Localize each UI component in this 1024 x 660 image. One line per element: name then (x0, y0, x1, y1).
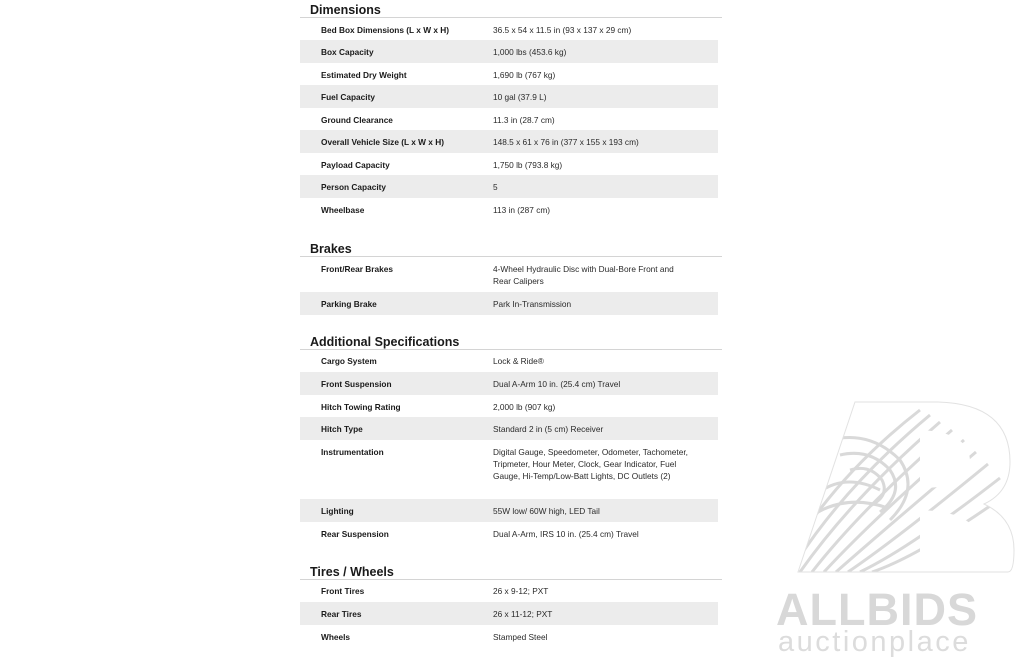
section-title: Brakes (300, 240, 722, 257)
spec-row (300, 350, 718, 372)
spec-row (300, 198, 718, 220)
spec-row (300, 175, 718, 198)
section-tires-wheels (300, 563, 718, 647)
spec-row (300, 18, 718, 40)
spec-value: 148.5 x 61 x 76 in (377 x 155 x 193 cm) (493, 137, 639, 147)
spec-row (300, 257, 718, 292)
spec-label: Instrumentation (321, 447, 384, 457)
spec-value: Standard 2 in (5 cm) Receiver (493, 424, 604, 434)
spec-value: 26 x 9-12; PXT (493, 586, 549, 596)
spec-label: Front/Rear Brakes (321, 264, 393, 274)
spec-label: Payload Capacity (321, 160, 390, 170)
spec-value: 5 (493, 182, 498, 192)
spec-value: 36.5 x 54 x 11.5 in (93 x 137 x 29 cm) (493, 25, 632, 35)
spec-label: Wheels (321, 632, 351, 642)
spec-value: 11.3 in (28.7 cm) (493, 115, 555, 125)
spec-value: Dual A-Arm 10 in. (25.4 cm) Travel (493, 379, 621, 389)
spec-row (300, 63, 718, 85)
spec-value: Stamped Steel (493, 632, 548, 642)
spec-row (300, 602, 718, 625)
spec-label: Rear Tires (321, 609, 362, 619)
spec-value: Dual A-Arm, IRS 10 in. (25.4 cm) Travel (493, 529, 639, 539)
spec-label: Overall Vehicle Size (L x W x H) (321, 137, 444, 147)
spec-label: Ground Clearance (321, 115, 393, 125)
spec-row (300, 395, 718, 417)
spec-label: Hitch Towing Rating (321, 402, 401, 412)
spec-value: 1,000 lbs (453.6 kg) (493, 47, 567, 57)
spec-row (300, 417, 718, 440)
spec-row (300, 108, 718, 130)
spec-value: Digital Gauge, Speedometer, Odometer, Tachometer, Tripmeter, Hour Meter, Clock, Gear Indicator, Fuel Gauge, Hi-Temp/Low-Batt Lights, DC Outlets (2) (493, 447, 688, 481)
spec-row (300, 522, 718, 544)
spec-value: Lock & Ride® (493, 356, 544, 366)
spec-row (300, 499, 718, 522)
spec-row (300, 130, 718, 153)
spec-value: 26 x 11-12; PXT (493, 609, 553, 619)
spec-label: Cargo System (321, 356, 377, 366)
spec-value: 10 gal (37.9 L) (493, 92, 547, 102)
spec-label: Bed Box Dimensions (L x W x H) (321, 25, 450, 35)
spec-row (300, 292, 718, 315)
spec-row (300, 625, 718, 647)
spec-row (300, 85, 718, 108)
spec-label: Estimated Dry Weight (321, 70, 407, 80)
spec-row (300, 40, 718, 63)
spec-label: Wheelbase (321, 205, 365, 215)
spec-row (300, 580, 718, 602)
spec-label: Person Capacity (321, 182, 387, 192)
section-brakes (300, 240, 718, 315)
spec-value: Park In-Transmission (493, 299, 572, 309)
spec-label: Fuel Capacity (321, 92, 375, 102)
spec-value: 113 in (287 cm) (493, 205, 551, 215)
section-title: Additional Specifications (300, 333, 722, 350)
watermark-tagline: auctionplace (778, 626, 971, 658)
spec-label: Hitch Type (321, 424, 363, 434)
spec-label: Front Tires (321, 586, 365, 596)
spec-label: Front Suspension (321, 379, 392, 389)
spec-value: 55W low/ 60W high, LED Tail (493, 506, 600, 516)
spec-row (300, 372, 718, 395)
spec-row (300, 440, 718, 499)
spec-label: Rear Suspension (321, 529, 389, 539)
spec-label: Parking Brake (321, 299, 377, 309)
spec-value: 4-Wheel Hydraulic Disc with Dual-Bore Front and Rear Calipers (493, 264, 674, 286)
watermark-brand: ALLBIDS (776, 584, 978, 635)
section-additional-specifications (300, 333, 718, 544)
section-title: Dimensions (300, 1, 722, 18)
section-title: Tires / Wheels (300, 563, 722, 580)
spec-value: 1,750 lb (793.8 kg) (493, 160, 563, 170)
spec-label: Lighting (321, 506, 354, 516)
spec-value: 1,690 lb (767 kg) (493, 70, 556, 80)
spec-label: Box Capacity (321, 47, 374, 57)
spec-row (300, 153, 718, 175)
spec-value: 2,000 lb (907 kg) (493, 402, 556, 412)
section-dimensions (300, 0, 718, 220)
